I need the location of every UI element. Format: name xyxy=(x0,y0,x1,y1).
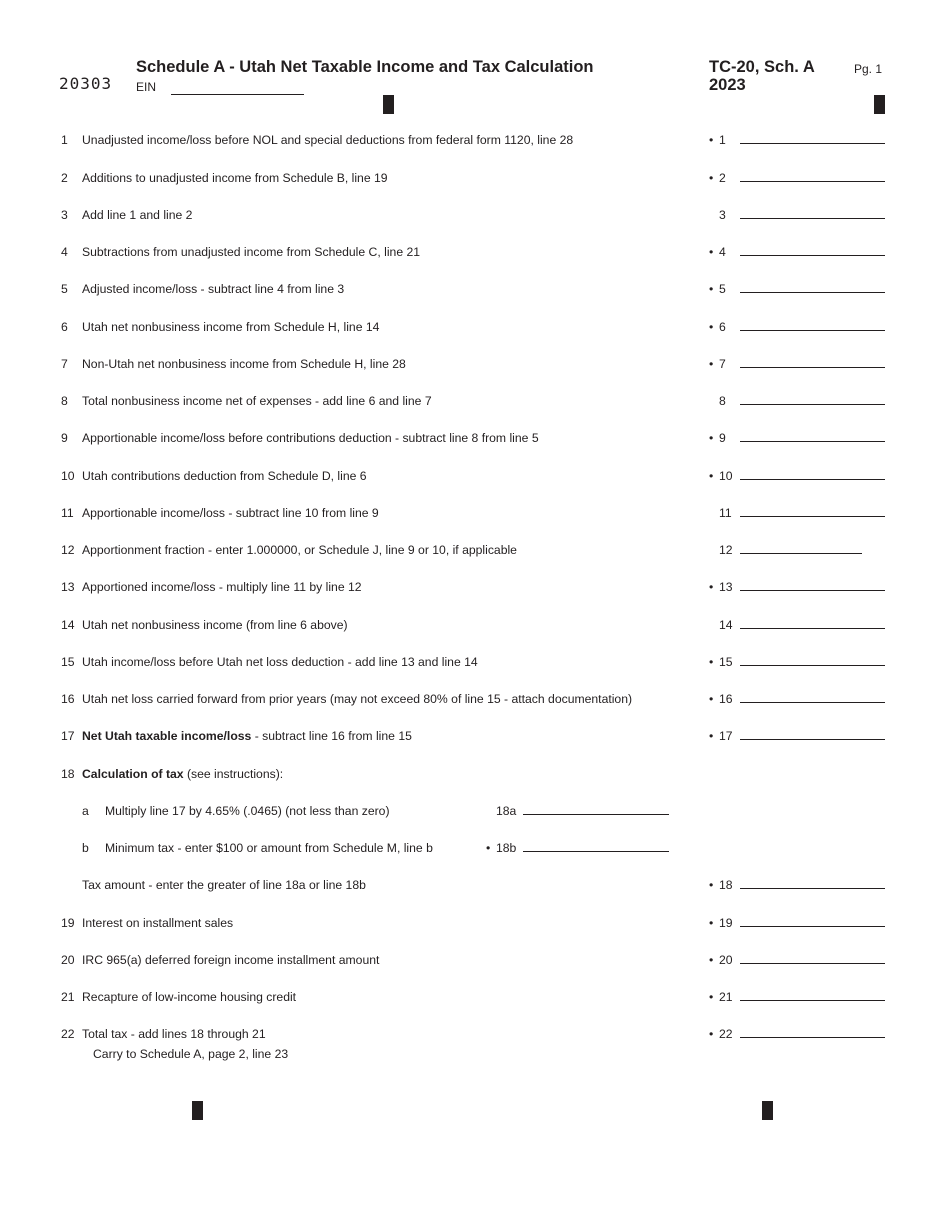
sub-letter: b xyxy=(82,841,89,855)
line-ref: 6 xyxy=(719,320,726,334)
ein-field[interactable] xyxy=(171,94,304,95)
line-description: Total tax - add lines 18 through 21 xyxy=(82,1027,266,1041)
line-row xyxy=(0,580,950,600)
required-bullet: • xyxy=(709,469,714,483)
page-number: Pg. 1 xyxy=(854,62,883,76)
line-20-input[interactable] xyxy=(740,963,885,964)
required-bullet: • xyxy=(709,171,714,185)
line-number: 17 xyxy=(61,729,75,743)
line-description: Utah net nonbusiness income (from line 6 above) xyxy=(82,618,348,632)
line-row xyxy=(0,506,950,526)
required-bullet: • xyxy=(709,431,714,445)
line-description: IRC 965(a) deferred foreign income installment amount xyxy=(82,953,380,967)
line-description: Apportionable income/loss before contributions deduction - subtract line 8 from line 5 xyxy=(82,431,539,445)
line-number: 4 xyxy=(61,245,68,259)
sub-ref: 18a xyxy=(496,804,517,818)
line-description: Tax amount - enter the greater of line 18a or line 18b xyxy=(82,878,366,892)
required-bullet: • xyxy=(709,878,714,892)
required-bullet: • xyxy=(709,953,714,967)
line-number: 14 xyxy=(61,618,75,632)
line-row xyxy=(0,133,950,153)
sub-description: Multiply line 17 by 4.65% (.0465) (not less than zero) xyxy=(105,804,390,818)
line-6-input[interactable] xyxy=(740,330,885,331)
line-number: 15 xyxy=(61,655,75,669)
line-description xyxy=(82,767,283,781)
line-description: Additions to unadjusted income from Schedule B, line 19 xyxy=(82,171,388,185)
line-description-rest: (see instructions): xyxy=(183,767,284,781)
line-number: 22 xyxy=(61,1027,75,1041)
line-description: Unadjusted income/loss before NOL and special deductions from federal form 1120, line 28 xyxy=(82,133,574,147)
line-ref: 18 xyxy=(719,878,733,892)
line-4-input[interactable] xyxy=(740,255,885,256)
line-row xyxy=(0,692,950,712)
required-bullet: • xyxy=(709,1027,714,1041)
line-8-input[interactable] xyxy=(740,404,885,405)
required-bullet: • xyxy=(709,245,714,259)
line-18b-row xyxy=(0,841,950,861)
line-ref: 17 xyxy=(719,729,733,743)
line-description: Apportionable income/loss - subtract line 10 from line 9 xyxy=(82,506,379,520)
line-ref: 15 xyxy=(719,655,733,669)
line-11-input[interactable] xyxy=(740,516,885,517)
line-description xyxy=(82,729,412,743)
line-number: 18 xyxy=(61,767,75,781)
required-bullet: • xyxy=(709,692,714,706)
line-number: 16 xyxy=(61,692,75,706)
line-number: 1 xyxy=(61,133,68,147)
line-row xyxy=(0,431,950,451)
line-5-input[interactable] xyxy=(740,292,885,293)
required-bullet: • xyxy=(709,357,714,371)
line-3-input[interactable] xyxy=(740,218,885,219)
required-bullet: • xyxy=(709,655,714,669)
line-description: Subtractions from unadjusted income from Schedule C, line 21 xyxy=(82,245,421,259)
line-ref: 8 xyxy=(719,394,726,408)
line-number: 8 xyxy=(61,394,68,408)
line-7-input[interactable] xyxy=(740,367,885,368)
required-bullet: • xyxy=(709,320,714,334)
line-description: Utah contributions deduction from Schedule D, line 6 xyxy=(82,469,367,483)
form-year: 2023 xyxy=(709,76,746,94)
line-row xyxy=(0,618,950,638)
line-row xyxy=(0,171,950,191)
line-number: 6 xyxy=(61,320,68,334)
line-description-rest: - subtract line 16 from line 15 xyxy=(251,729,412,743)
line-row xyxy=(0,990,950,1010)
line-row xyxy=(0,543,950,563)
line-number: 21 xyxy=(61,990,75,1004)
line-number: 19 xyxy=(61,916,75,930)
line-18-input[interactable] xyxy=(740,888,885,889)
line-ref: 19 xyxy=(719,916,733,930)
line-row xyxy=(0,655,950,675)
required-bullet: • xyxy=(709,729,714,743)
line-13-input[interactable] xyxy=(740,590,885,591)
line-15-input[interactable] xyxy=(740,665,885,666)
line-description: Non-Utah net nonbusiness income from Schedule H, line 28 xyxy=(82,357,406,371)
line-description: Utah net loss carried forward from prior years (may not exceed 80% of line 15 - attach documentation) xyxy=(82,692,633,706)
line-description: Utah net nonbusiness income from Schedule H, line 14 xyxy=(82,320,380,334)
line-16-input[interactable] xyxy=(740,702,885,703)
line-19-input[interactable] xyxy=(740,926,885,927)
line-ref: 3 xyxy=(719,208,726,222)
line-ref: 14 xyxy=(719,618,733,632)
line-number: 9 xyxy=(61,431,68,445)
line-2-input[interactable] xyxy=(740,181,885,182)
line-number: 12 xyxy=(61,543,75,557)
form-id-name: TC-20, Sch. A xyxy=(709,58,815,76)
line-description-bold: Calculation of tax xyxy=(82,767,184,781)
line-description: Interest on installment sales xyxy=(82,916,234,930)
sub-description: Minimum tax - enter $100 or amount from Schedule M, line b xyxy=(105,841,433,855)
line-1-input[interactable] xyxy=(740,143,885,144)
page-title: Schedule A - Utah Net Taxable Income and Tax Calculation xyxy=(136,58,594,76)
line-row xyxy=(0,320,950,340)
line-description: Apportioned income/loss - multiply line 11 by line 12 xyxy=(82,580,362,594)
line-ref: 16 xyxy=(719,692,733,706)
line-18-total-row xyxy=(0,878,950,898)
form-number: 20303 xyxy=(59,74,113,93)
line-number: 5 xyxy=(61,282,68,296)
line-14-input[interactable] xyxy=(740,628,885,629)
line-number: 3 xyxy=(61,208,68,222)
line-description: Total nonbusiness income net of expenses - add line 6 and line 7 xyxy=(82,394,432,408)
line-21-input[interactable] xyxy=(740,1000,885,1001)
line-17-input[interactable] xyxy=(740,739,885,740)
line-description: Adjusted income/loss - subtract line 4 from line 3 xyxy=(82,282,345,296)
line-ref: 9 xyxy=(719,431,726,445)
line-ref: 13 xyxy=(719,580,733,594)
line-number: 13 xyxy=(61,580,75,594)
line-ref: 1 xyxy=(719,133,726,147)
required-bullet: • xyxy=(709,990,714,1004)
line-18-heading xyxy=(0,767,950,787)
line-row xyxy=(0,1027,950,1067)
line-ref: 20 xyxy=(719,953,733,967)
sub-letter: a xyxy=(82,804,89,818)
line-ref: 7 xyxy=(719,357,726,371)
registration-mark xyxy=(762,1101,773,1120)
required-bullet: • xyxy=(709,580,714,594)
line-number: 10 xyxy=(61,469,75,483)
line-ref: 12 xyxy=(719,543,733,557)
registration-mark xyxy=(192,1101,203,1120)
line-description: Add line 1 and line 2 xyxy=(82,208,193,222)
line-description-bold: Net Utah taxable income/loss xyxy=(82,729,252,743)
line-18a-input[interactable] xyxy=(523,814,669,815)
required-bullet: • xyxy=(709,916,714,930)
line-row xyxy=(0,245,950,265)
line-10-input[interactable] xyxy=(740,479,885,480)
line-row xyxy=(0,357,950,377)
sub-ref: 18b xyxy=(496,841,517,855)
line-description: Utah income/loss before Utah net loss deduction - add line 13 and line 14 xyxy=(82,655,478,669)
line-row xyxy=(0,916,950,936)
line-row xyxy=(0,394,950,414)
required-bullet: • xyxy=(709,282,714,296)
registration-mark xyxy=(383,95,394,114)
line-row xyxy=(0,469,950,489)
line-row xyxy=(0,953,950,973)
registration-mark xyxy=(874,95,885,114)
required-bullet: • xyxy=(486,841,491,855)
line-number: 11 xyxy=(61,506,74,520)
line-18a-row xyxy=(0,804,950,824)
line-number: 2 xyxy=(61,171,68,185)
line-description: Recapture of low-income housing credit xyxy=(82,990,297,1004)
line-ref: 11 xyxy=(719,506,732,520)
line-12-input[interactable] xyxy=(740,553,862,554)
line-ref: 10 xyxy=(719,469,733,483)
line-description: Apportionment fraction - enter 1.000000, or Schedule J, line 9 or 10, if applicable xyxy=(82,543,517,557)
line-ref: 4 xyxy=(719,245,726,259)
ein-label: EIN xyxy=(136,80,157,94)
line-9-input[interactable] xyxy=(740,441,885,442)
form-id xyxy=(709,58,815,94)
line-number: 7 xyxy=(61,357,68,371)
line-ref: 2 xyxy=(719,171,726,185)
line-row xyxy=(0,282,950,302)
line-row xyxy=(0,208,950,228)
line-ref: 22 xyxy=(719,1027,733,1041)
line-18b-input[interactable] xyxy=(523,851,669,852)
line-row xyxy=(0,729,950,749)
line-number: 20 xyxy=(61,953,75,967)
line-ref: 21 xyxy=(719,990,733,1004)
line-22-input[interactable] xyxy=(740,1037,885,1038)
required-bullet: • xyxy=(709,133,714,147)
line-ref: 5 xyxy=(719,282,726,296)
carry-note: Carry to Schedule A, page 2, line 23 xyxy=(93,1047,289,1061)
